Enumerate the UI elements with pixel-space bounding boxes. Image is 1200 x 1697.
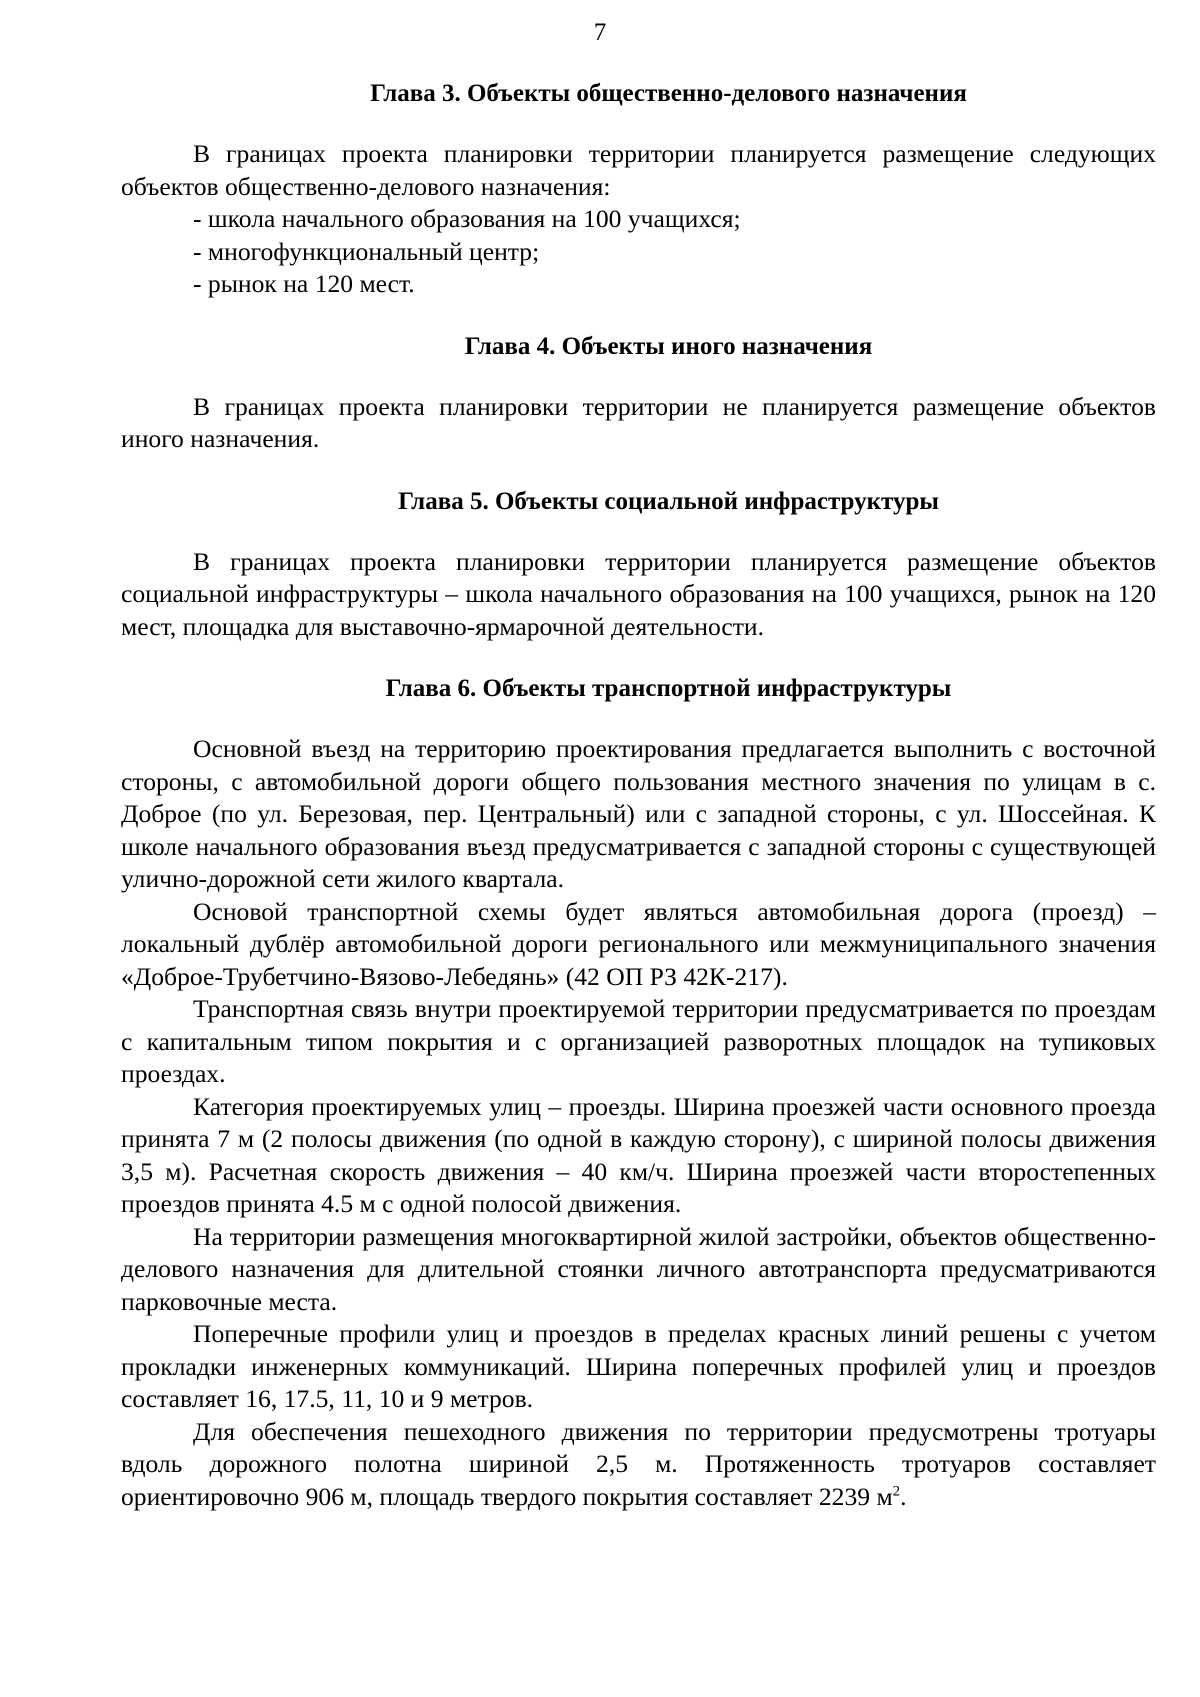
paragraph: Поперечные профили улиц и проездов в пределах красных линий решены с учетом прокладки инженерных коммуникаций. Ширина поперечных профилей улиц и проездов составляет 16, 17.5, 11, 10 и 9 метров. [121,1319,1156,1413]
paragraph: Категория проектируемых улиц – проезды. Ширина проезжей части основного проезда принята 7 м (2 полосы движения (по одной в каждую сторону), с шириной полосы движения 3,5 м). Расчетная скорость движения – 40 км/ч. Ширина проезжей части второстепенных проездов принята 4.5 м с одной полосой движения. [121,1091,1156,1218]
paragraph: Транспортная связь внутри проектируемой территории предусматривается по проездам с капитальным типом покрытия и с организацией разворотных площадок на тупиковых проездах. [121,994,1156,1088]
chapter-5 [121,486,1156,644]
chapter-title: Глава 3. Объекты общественно-делового назначения [370,80,967,107]
paragraph: На территории размещения многоквартирной жилой застройки, объектов общественно-делового назначения для длительной стоянки личного автотранспорта предусматриваются парковочные места. [121,1221,1156,1316]
list-item: - многофункциональный центр; [193,236,540,266]
list-item: - рынок на 120 мест. [193,269,415,298]
chapter-3 [121,78,1156,301]
chapter-title: Глава 4. Объекты иного назначения [464,332,873,360]
paragraph: Основной въезд на территорию проектирования предлагается выполнить с восточной стороны, с автомобильной дороги общего пользования местного значения по улицам в с. Доброе (по ул. Березовая, пер. Центральный) или с западной стороны, с ул. Шоссейная. К школе начального образования въезд предусматривается с западной стороны с существующей улично-дорожной сети жилого квартала. [121,734,1156,893]
paragraph: В границах проекта планировки территории не планируется размещение объектов иного назначения. [121,391,1156,453]
page-number: 7 [593,19,607,46]
chapter-title: Глава 6. Объекты транспортной инфраструктуры [385,675,952,702]
paragraph: В границах проекта планировки территории планируется размещение объектов социальной инфраструктуры – школа начального образования на 100 учащихся, рынок на 120 мест, площадка для выставочно-ярмарочной деятельности. [121,546,1156,641]
chapter-4 [121,331,1156,456]
paragraph: В границах проекта планировки территории планируется размещение следующих объектов общественно-делового назначения: [121,139,1156,201]
document-body [121,78,1156,1513]
superscript: 2 [892,1482,901,1499]
chapter-6 [121,673,1156,1513]
chapter-title: Глава 5. Объекты социальной инфраструктуры [398,487,939,515]
paragraph: Основой транспортной схемы будет являться автомобильная дорога (проезд) – локальный дублёр автомобильной дороги регионального или межмуниципального значения «Доброе-Трубетчино-Вязово-Лебедянь» (42 ОП РЗ 42К-217). [121,896,1156,991]
paragraph-last [121,1416,1156,1514]
paragraph-end: . [900,1481,907,1511]
list-item: - школа начального образования на 100 учащихся; [193,204,741,233]
paragraph-text: Для обеспечения пешеходного движения по территории предусмотрены тротуары вдоль дорожного полотна шириной 2,5 м. Протяженность тротуаров составляет ориентировочно 906 м, площадь твердого покрытия составляет 2239 м [121,1416,1156,1511]
